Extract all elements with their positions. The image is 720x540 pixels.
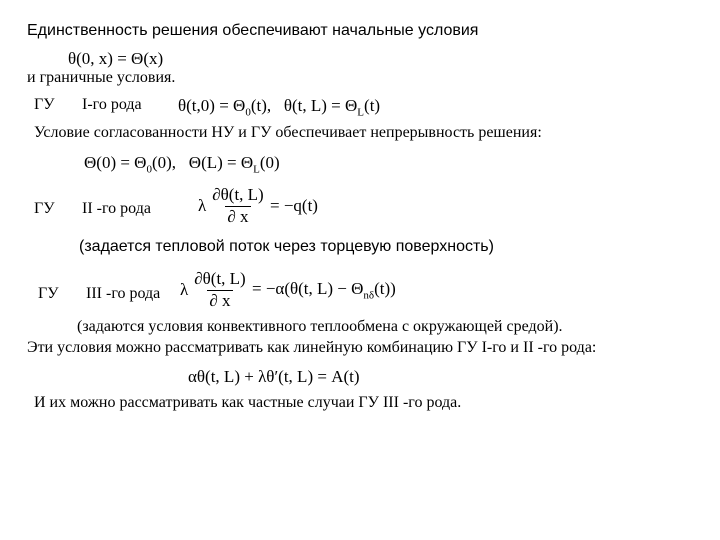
bc2-fraction <box>210 186 265 226</box>
consistency-eq-a: Θ(0) = Θ <box>84 153 147 172</box>
consistency-eq-b: Θ(L) = Θ <box>188 153 254 172</box>
bc2-note: (задается тепловой поток через торцевую поверхность) <box>79 238 494 255</box>
consistency-text: Условие согласованности НУ и ГУ обеспечивает непрерывность решения: <box>34 124 542 141</box>
final-text: И их можно рассматривать как частные случаи ГУ III -го рода. <box>34 394 462 411</box>
consistency-eq-b-sub: L <box>253 163 260 176</box>
bc3-note: (задаются условия конвективного теплообмена с окружающей средой). <box>77 318 563 335</box>
combination-text: Эти условия можно рассматривать как линейную комбинацию ГУ I-го и II -го рода: <box>27 339 597 356</box>
bc3-label: ГУ <box>38 285 59 302</box>
bc1-label: ГУ <box>34 96 55 113</box>
bc1-eq-right: θ(t, L) = Θ <box>283 96 358 115</box>
bc2-equation <box>198 186 318 226</box>
boundary-conditions-text: и граничные условия. <box>27 69 176 86</box>
bc1-kind: I-го рода <box>82 96 142 113</box>
bc1-eq-right-tail: (t) <box>364 96 381 115</box>
bc2-rhs: = −q(t) <box>269 196 318 216</box>
bc1-eq-left: θ(t,0) = Θ <box>178 96 246 115</box>
bc1-equation <box>178 96 380 118</box>
consistency-equation <box>84 153 280 175</box>
bc3-numerator: ∂θ(t, L) <box>194 269 246 288</box>
combination-equation: αθ(t, L) + λθ′(t, L) = A(t) <box>188 367 360 386</box>
bc3-lambda: λ <box>180 280 189 300</box>
initial-condition-equation: θ(0, x) = Θ(x) <box>68 49 164 68</box>
bc3-kind: III -го рода <box>86 285 161 302</box>
consistency-eq-a-sub: 0 <box>146 163 152 176</box>
bc1-eq-left-tail: (t), <box>250 96 272 115</box>
bc2-denominator: ∂ x <box>227 206 249 226</box>
bc2-kind: II -го рода <box>82 200 151 217</box>
bc3-rhs: = −α(θ(t, L) − Θ <box>251 278 364 298</box>
bc2-label: ГУ <box>34 200 55 217</box>
bc3-rhs-wrap <box>252 279 396 301</box>
bc3-fraction <box>192 270 247 310</box>
bc1-eq-right-sub: L <box>357 106 365 119</box>
consistency-eq-a-tail: (0), <box>151 153 177 172</box>
bc1-eq-left-sub: 0 <box>245 106 251 119</box>
bc2-lambda: λ <box>198 196 207 216</box>
bc3-rhs-tail: (t)) <box>374 278 396 298</box>
intro-text: Единственность решения обеспечивают начальные условия <box>27 22 479 39</box>
bc3-equation <box>180 270 396 310</box>
consistency-eq-b-tail: (0) <box>259 153 280 172</box>
bc3-rhs-sub: nδ <box>363 289 375 302</box>
bc3-denominator: ∂ x <box>209 290 231 310</box>
bc2-numerator: ∂θ(t, L) <box>212 185 264 204</box>
